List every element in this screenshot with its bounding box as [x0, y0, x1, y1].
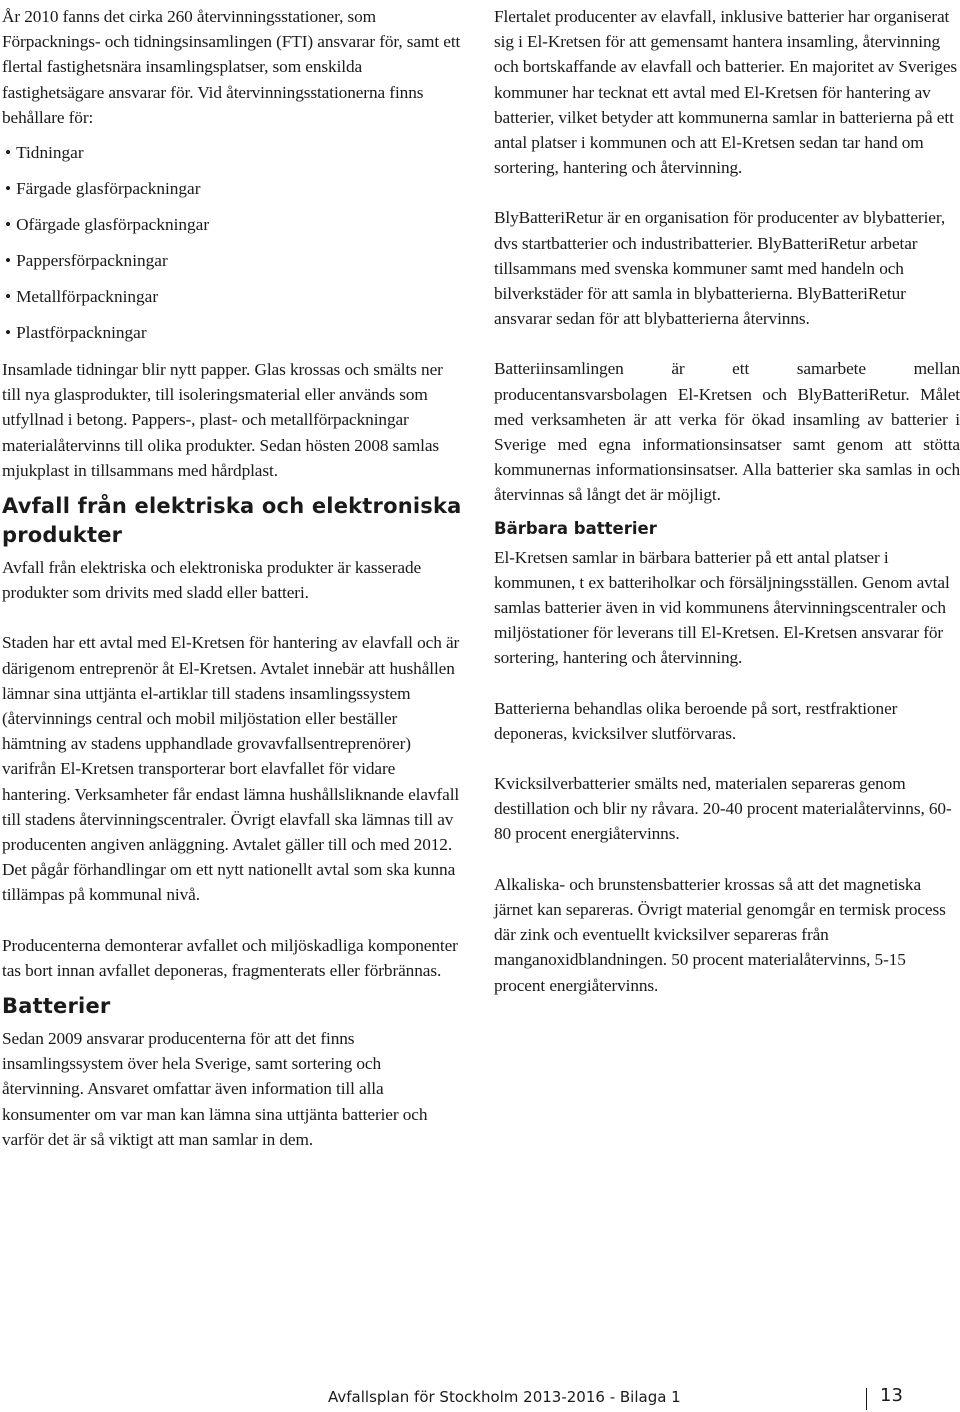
heading-batteries: Batterier	[2, 994, 111, 1019]
footer-divider	[866, 1388, 867, 1410]
electronics-paragraph-3: Producenterna demonterar avfallet och miljöskadliga komponenter tas bort innan avfallet deponeras, fragmenterats eller förbrännas.	[2, 935, 458, 980]
right-paragraph-6: Kvicksilverbatterier smälts ned, materialen separeras genom destillation och blir ny råvara. 20-40 procent materialåtervinns, 60-80 procent energiåtervinns.	[494, 774, 952, 844]
right-paragraph-3: Batteriinsamlingen är ett samarbete mellan producentansvarsbolagen El-Kretsen och BlyBatteriRetur. Målet med verksamheten är att verka för ökad insamling av batterier i Sverige med egna informationsinsatser samt genom att stötta kommunernas informationsinsatser. Alla batterier ska samlas in och återvinnas så långt det är möjligt.	[494, 359, 960, 505]
right-paragraph-4: El-Kretsen samlar in bärbara batterier på ett antal platser i kommunen, t ex batteriholkar och försäljningsställen. Genom avtal samlas batterier även in vid kommunens återvinningscentraler och miljöstationer för leverans till El-Kretsen. El-Kretsen ansvarar för sortering, hantering och återvinning.	[494, 547, 950, 668]
heading-portable-batteries: Bärbara batterier	[494, 518, 657, 538]
list-item: • Färgade glasförpackningar	[2, 171, 464, 207]
batteries-paragraph-1: Sedan 2009 ansvarar producenterna för att det finns insamlingssystem över hela Sverige, samt sortering och återvinning. Ansvaret omfattar även information till alla konsumenter om var man kan lämna sina uttjänta batterier och varför det är så viktigt att man samlar in dem.	[2, 1029, 428, 1149]
container-list	[2, 135, 464, 351]
list-item: • Ofärgade glasförpackningar	[2, 207, 464, 243]
recycling-paragraph: Insamlade tidningar blir nytt papper. Glas krossas och smälts ner till nya glasprodukter, till isoleringsmaterial eller används som utfyllnad i betong. Pappers-, plast- och metallförpackningar materialåtervinns till olika produkter. Sedan hösten 2008 samlas mjukplast in tillsammans med hårdplast.	[2, 360, 443, 480]
list-item: • Metallförpackningar	[2, 279, 464, 315]
page-number: 13	[880, 1385, 903, 1406]
heading-electronics: Avfall från elektriska och elektroniska produkter	[2, 494, 462, 548]
electronics-paragraph-1: Avfall från elektriska och elektroniska produkter är kasserade produkter som drivits med sladd eller batteri.	[2, 558, 422, 603]
intro-paragraph: År 2010 fanns det cirka 260 återvinningsstationer, som Förpacknings- och tidningsinsamlingen (FTI) ansvarar för, samt ett flertal fastighetsnära insamlingsplatser, som enskilda fastighetsägare ansvarar för. Vid återvinningsstationerna finns behållare för:	[2, 7, 461, 127]
right-paragraph-5: Batterierna behandlas olika beroende på sort, restfraktioner deponeras, kvicksilver slutförvaras.	[494, 698, 898, 743]
right-paragraph-1: Flertalet producenter av elavfall, inklusive batterier har organiserat sig i El-Kretsen för att gemensamt hantera insamling, återvinning och bortskaffande av elavfall och batterier. En majoritet av Sveriges kommuner har tecknat ett avtal med El-Kretsen för hantering av batterier, vilket betyder att kommunerna samlar in batterierna på ett antal platser i kommunen och att El-Kretsen sedan tar hand om sortering, hantering och återvinning.	[494, 7, 958, 178]
page-footer	[0, 1385, 960, 1412]
list-item: • Tidningar	[2, 135, 464, 171]
right-paragraph-7: Alkaliska- och brunstensbatterier krossas så att det magnetiska järnet kan separeras. Övrigt material genomgår en termisk process där zink och eventuellt kvicksilver separeras från manganoxidblandningen. 50 procent materialåtervinns, 5-15 procent energiåtervinns.	[494, 874, 946, 995]
right-column	[494, 4, 960, 998]
footer-document-title: Avfallsplan för Stockholm 2013-2016 - Bilaga 1	[328, 1388, 681, 1406]
list-item: • Pappersförpackningar	[2, 243, 464, 279]
left-column	[2, 4, 464, 1152]
electronics-paragraph-2: Staden har ett avtal med El-Kretsen för hantering av elavfall och är därigenom entreprenör åt El-Kretsen. Avtalet innebär att hushållen lämnar sina uttjänta el-artiklar till stadens insamlingssystem (återvinnings central och mobil miljöstation eller beställer hämtning av stadens upphandlade grovavfallsentreprenörer) varifrån El-Kretsen transporterar bort elavfallet för vidare hantering. Verksamheter får endast lämna hushållsliknande elavfall till stadens återvinningscentraler. Övrigt elavfall ska lämnas till av producenten angiven anläggning. Avtalet gäller till och med 2012. Det pågår förhandlingar om ett nytt nationellt avtal som ska kunna tillämpas på kommunal nivå.	[2, 633, 460, 905]
right-paragraph-2: BlyBatteriRetur är en organisation för producenter av blybatterier, dvs startbatterier och industribatterier. BlyBatteriRetur arbetar tillsammans med svenska kommuner samt med handeln och bilverkstäder för att samla in blybatterierna. BlyBatteriRetur ansvarar sedan för att blybatterierna återvinns.	[494, 208, 946, 329]
list-item: • Plastförpackningar	[2, 315, 464, 351]
